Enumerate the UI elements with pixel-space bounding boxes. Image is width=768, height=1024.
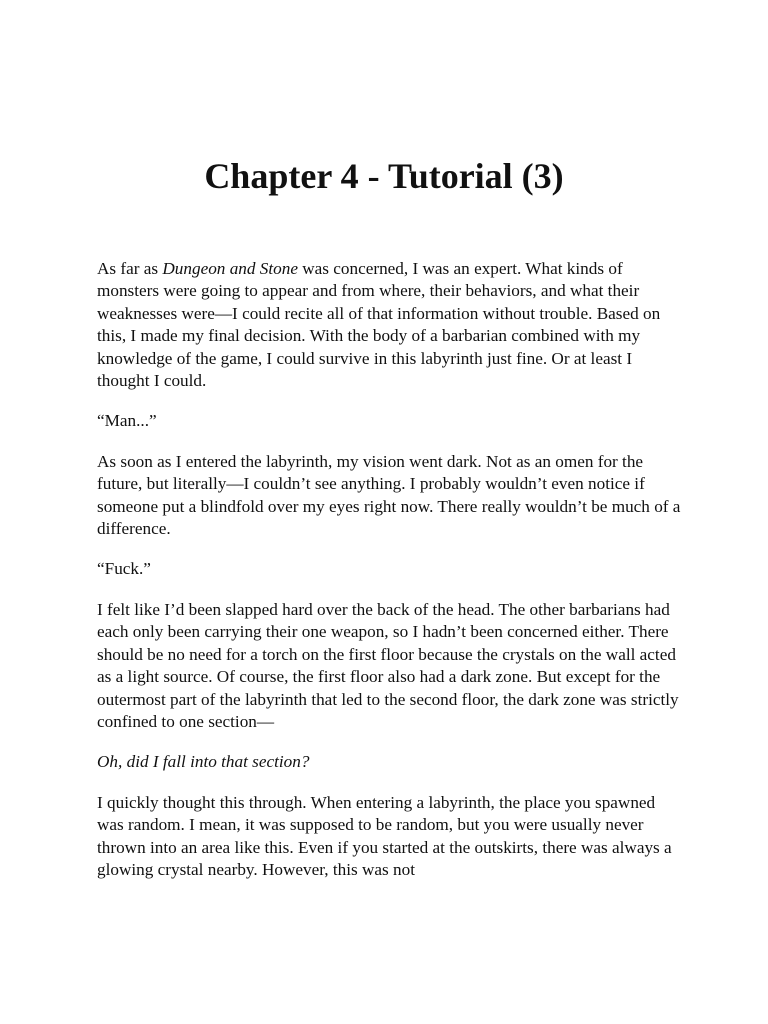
book-title: Dungeon and Stone	[162, 259, 298, 278]
paragraph-5: I felt like I’d been slapped hard over the back of the head. The other barbarians had each only been carrying their one weapon, so I hadn’t been concerned either. There should be no need for a torch on the first floor because the crystals on the wall acted as a light source. Of course, the first floor also had a dark zone. But except for the outermost part of the labyrinth that led to the second floor, the dark zone was strictly confined to one section—	[97, 599, 679, 731]
chapter-body	[97, 258, 682, 899]
paragraph-1	[97, 258, 682, 392]
paragraph-4: “Fuck.”	[97, 559, 151, 579]
inner-thought: Oh, did I fall into that section?	[97, 752, 310, 772]
paragraph-3: As soon as I entered the labyrinth, my vision went dark. Not as an omen for the future, but literally—I couldn’t see anything. I probably wouldn’t even notice if someone put a blindfold over my eyes right now. There really wouldn’t be much of a difference.	[97, 451, 681, 539]
chapter-title: Chapter 4 - Tutorial (3)	[204, 156, 564, 196]
paragraph-7: I quickly thought this through. When entering a labyrinth, the place you spawned was random. I mean, it was supposed to be random, but you were usually never thrown into an area like this. Even if you started at the outskirts, there was always a glowing crystal nearby. However, this was not	[97, 792, 672, 879]
paragraph-1-lead: As far as	[97, 259, 163, 278]
paragraph-6	[97, 751, 682, 773]
paragraph-1-rest: was concerned, I was an expert. What kinds of monsters were going to appear and from where, their behaviors, and what their weaknesses were—I could recite all of that information without trouble. Based on this, I made my final decision. With the body of a barbarian combined with my knowledge of the game, I could survive in this labyrinth just fine. Or at least I thought I could.	[97, 259, 661, 391]
paragraph-2: “Man...”	[97, 411, 157, 431]
